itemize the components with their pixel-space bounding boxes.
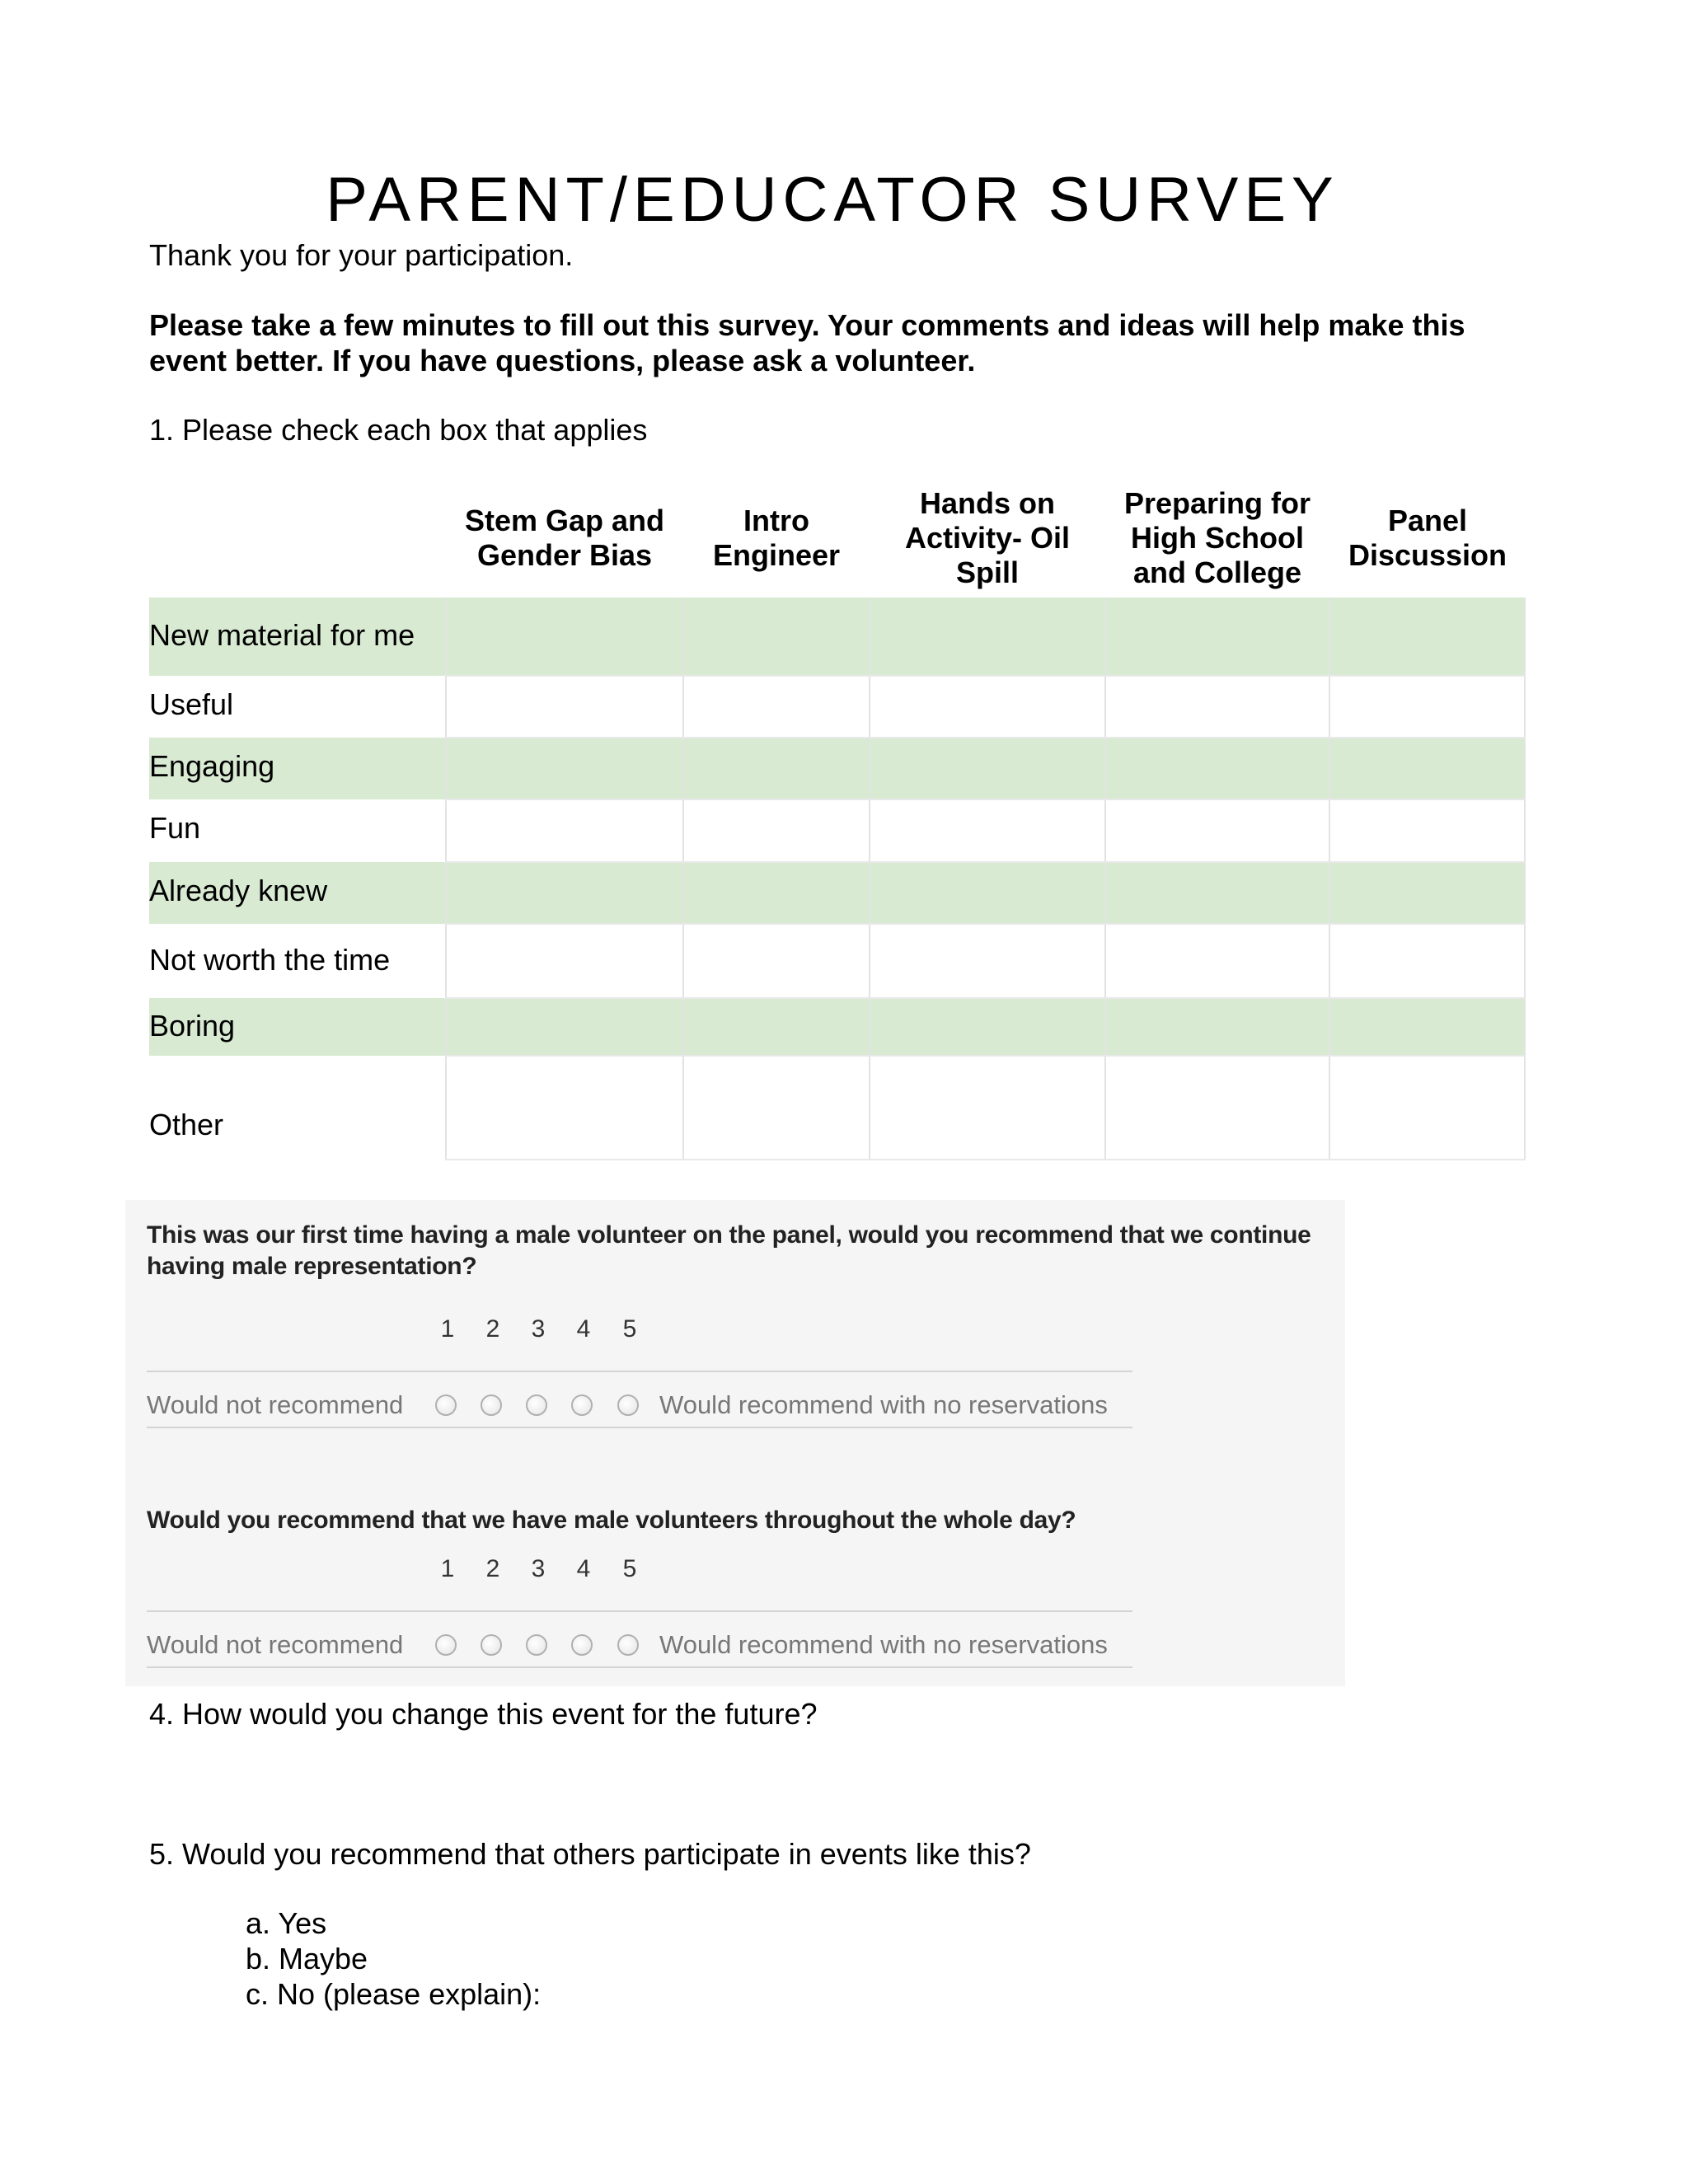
question-2-scale-numbers <box>125 1315 785 1348</box>
grid-row-not-worth-time <box>149 924 1526 998</box>
scale-low-label: Would not recommend <box>147 1390 404 1419</box>
radio-option-3[interactable] <box>526 1394 547 1416</box>
column-header-preparing-high-school: Preparing for High School and College <box>1123 485 1311 589</box>
radio-option-5[interactable] <box>617 1634 639 1656</box>
grid-row-other <box>149 1056 1526 1160</box>
row-label: Useful <box>149 687 234 721</box>
question-4-prompt: 4. How would you change this event for the future? <box>149 1697 818 1731</box>
grid-row-already-knew <box>149 862 1526 924</box>
question-3-scale-numbers <box>125 1555 785 1588</box>
question-3-scale <box>147 1624 1132 1665</box>
scale-high-label: Would recommend with no reservations <box>659 1630 1108 1659</box>
row-label: Other <box>149 1108 224 1141</box>
radio-option-1[interactable] <box>435 1634 457 1656</box>
radio-option-2[interactable] <box>481 1394 502 1416</box>
scale-number: 1 <box>440 1555 455 1582</box>
row-label: Boring <box>149 1009 236 1043</box>
row-label: Already knew <box>149 874 328 907</box>
scale-number: 3 <box>531 1315 546 1343</box>
radio-option-2[interactable] <box>481 1634 502 1656</box>
grid-row-boring <box>149 998 1526 1056</box>
radio-option-4[interactable] <box>571 1634 593 1656</box>
scale-number: 5 <box>622 1555 637 1582</box>
scale-number: 3 <box>531 1555 546 1582</box>
column-header-panel-discussion: Panel Discussion <box>1348 503 1507 572</box>
option-no: c. No (please explain): <box>246 1977 542 2011</box>
row-label: Engaging <box>149 749 275 783</box>
radio-option-1[interactable] <box>435 1394 457 1416</box>
row-label: Not worth the time <box>149 943 391 977</box>
scale-high-label: Would recommend with no reservations <box>659 1390 1108 1419</box>
question-1-prompt: 1. Please check each box that applies <box>149 413 648 447</box>
question-5-prompt: 5. Would you recommend that others participate in events like this? <box>149 1837 1031 1871</box>
column-header-oil-spill: Hands on Activity- Oil Spill <box>904 485 1071 589</box>
row-label: Fun <box>149 811 201 845</box>
question-3-text: Would you recommend that we have male volunteers throughout the whole day? <box>147 1507 1076 1534</box>
grid-row-fun <box>149 799 1526 862</box>
question-2-text: This was our first time having a male volunteer on the panel, would you recommend that we continue having male representation? <box>147 1221 1311 1280</box>
option-yes: a. Yes <box>246 1906 327 1940</box>
rating-questions-panel <box>125 1200 1345 1686</box>
page-title: PARENT/EDUCATOR SURVEY <box>326 165 1339 235</box>
scale-low-label: Would not recommend <box>147 1630 404 1659</box>
radio-option-3[interactable] <box>526 1634 547 1656</box>
thanks-text: Thank you for your participation. <box>149 238 574 272</box>
column-header-stem-gap: Stem Gap and Gender Bias <box>464 503 665 572</box>
scale-number: 5 <box>622 1315 637 1343</box>
scale-number: 1 <box>440 1315 455 1343</box>
row-label: New material for me <box>149 618 415 652</box>
scale-number: 2 <box>485 1555 500 1582</box>
grid-row-engaging <box>149 738 1526 799</box>
question-5-options <box>246 1905 541 2012</box>
radio-option-5[interactable] <box>617 1394 639 1416</box>
option-maybe: b. Maybe <box>246 1942 368 1975</box>
scale-number: 4 <box>576 1555 591 1582</box>
column-header-intro-engineer: Intro Engineer <box>712 503 841 572</box>
activity-checkbox-grid <box>149 478 1526 1162</box>
scale-number: 4 <box>576 1315 591 1343</box>
grid-row-useful <box>149 676 1526 738</box>
question-2-scale <box>147 1384 1132 1425</box>
scale-number: 2 <box>485 1315 500 1343</box>
grid-row-new-material <box>149 598 1526 676</box>
radio-option-4[interactable] <box>571 1394 593 1416</box>
instructions-text: Please take a few minutes to fill out this survey. Your comments and ideas will help make this event better. If you have questions, please ask a volunteer. <box>149 308 1465 377</box>
